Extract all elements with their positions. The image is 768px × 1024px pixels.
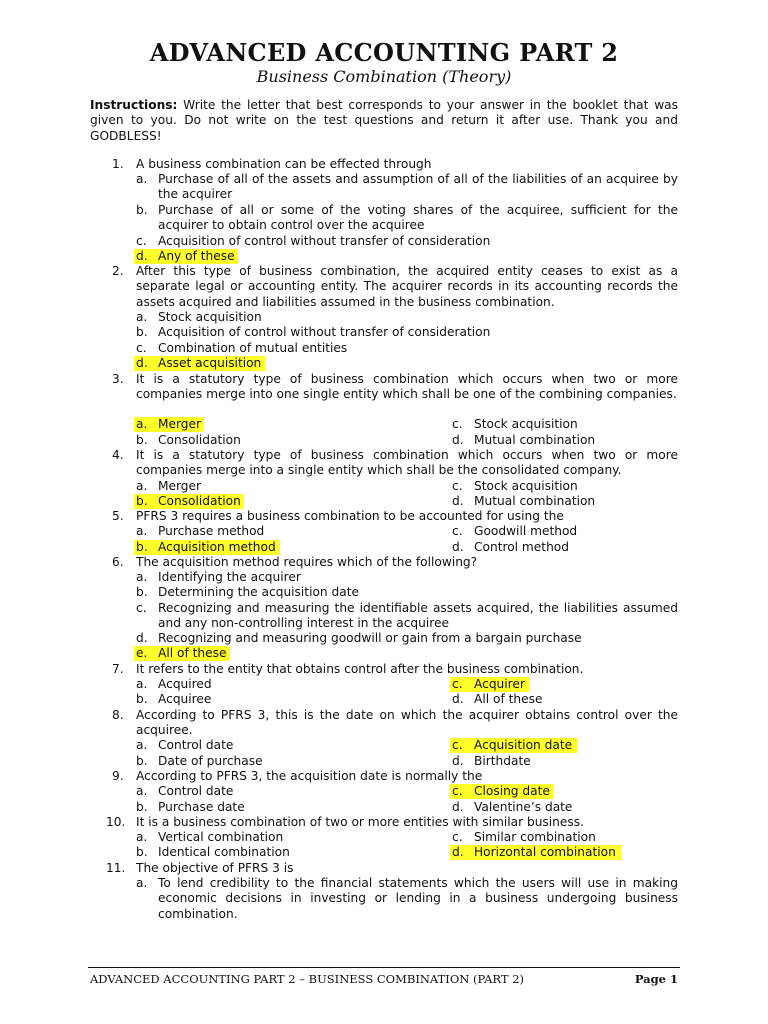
option-letter: b. (136, 540, 148, 554)
option-text-correct: Acquirer (474, 677, 525, 691)
option-text-correct: Closing date (474, 784, 550, 798)
option-text: Purchase date (158, 800, 245, 814)
option-letter: c. (452, 830, 463, 844)
option-text: Mutual combination (474, 494, 596, 508)
option-text: Mutual combination (474, 433, 596, 447)
option-text: Determining the acquisition date (158, 585, 359, 599)
option-letter: c. (452, 524, 463, 538)
option-text: Valentine’s date (474, 800, 573, 814)
option-letter: d. (452, 540, 464, 554)
option-letter: c. (452, 784, 463, 798)
option-letter: a. (136, 784, 148, 798)
option-text: To lend credibility to the financial statements which the users will use in making economic decisions in investing or lending in a business undergoing business combination. (158, 876, 678, 921)
option-text-correct: Acquisition date (474, 738, 573, 752)
option-text: Stock acquisition (474, 417, 578, 431)
question-number: 9. (112, 769, 124, 783)
option-letter: c. (452, 479, 463, 493)
instructions-paragraph (90, 98, 678, 144)
option-letter: c. (136, 341, 147, 355)
question-text: The acquisition method requires which of the following? (136, 555, 478, 569)
option-text-correct: Merger (158, 417, 202, 431)
option-text: Acquisition of control without transfer of consideration (158, 234, 491, 248)
option-letter: e. (136, 646, 148, 660)
option-letter: b. (136, 203, 148, 217)
question-number: 6. (112, 555, 124, 569)
option-letter: d. (452, 754, 464, 768)
option-letter: d. (452, 692, 464, 706)
question-number: 5. (112, 509, 124, 523)
option-letter: b. (136, 433, 148, 447)
option-text: Control date (158, 738, 234, 752)
option-letter: b. (136, 585, 148, 599)
option-letter: c. (136, 601, 147, 615)
option-text: Purchase of all of the assets and assumption of all of the liabilities of an acquiree by the acquirer (158, 172, 678, 202)
question-text: According to PFRS 3, the acquisition date is normally the (136, 769, 483, 783)
option-letter: b. (136, 692, 148, 706)
question-text: It is a business combination of two or more entities with similar business. (136, 815, 584, 829)
option-text: Consolidation (158, 433, 241, 447)
question-text: A business combination can be effected through (136, 157, 432, 171)
question-text: It is a statutory type of business combination which occurs when two or more companies merge into one single entity which shall be one of the combining companies. (136, 372, 678, 402)
instructions-text: Write the letter that best corresponds to your answer in the booklet that was given to you. Do not write on the test questions and return it after use. Thank you and GODBLESS! (90, 98, 678, 143)
option-letter: c. (452, 417, 463, 431)
option-letter: a. (136, 677, 148, 691)
option-letter: a. (136, 570, 148, 584)
option-text: Control method (474, 540, 569, 554)
option-text: Birthdate (474, 754, 531, 768)
footer-divider (88, 967, 680, 968)
option-text: Purchase of all or some of the voting shares of the acquiree, sufficient for the acquirer to obtain control over the acquiree (158, 203, 678, 233)
option-letter: d. (452, 800, 464, 814)
option-letter: b. (136, 325, 148, 339)
option-letter: b. (136, 754, 148, 768)
option-text: Acquiree (158, 692, 212, 706)
option-text-correct: All of these (158, 646, 227, 660)
option-text: Stock acquisition (158, 310, 262, 324)
option-letter: a. (136, 876, 148, 890)
option-text-correct: Horizontal combination (474, 845, 616, 859)
option-letter: c. (452, 677, 463, 691)
option-text: Similar combination (474, 830, 596, 844)
question-number: 10. (106, 815, 126, 829)
option-text: Merger (158, 479, 202, 493)
question-text: The objective of PFRS 3 is (136, 861, 294, 875)
option-text: Recognizing and measuring goodwill or gain from a bargain purchase (158, 631, 582, 645)
page-title: ADVANCED ACCOUNTING PART 2 (149, 38, 619, 67)
footer-document-title: ADVANCED ACCOUNTING PART 2 – BUSINESS COMBINATION (PART 2) (90, 972, 525, 986)
question-number: 4. (112, 448, 124, 462)
question-number: 8. (112, 708, 124, 722)
option-text: All of these (474, 692, 543, 706)
instructions-label: Instructions: (90, 98, 178, 112)
option-text: Control date (158, 784, 234, 798)
option-text: Acquisition of control without transfer of consideration (158, 325, 491, 339)
option-letter: a. (136, 310, 148, 324)
option-letter: d. (452, 494, 464, 508)
option-letter: b. (136, 800, 148, 814)
option-letter: d. (136, 356, 148, 370)
option-letter: a. (136, 172, 148, 186)
page-subtitle: Business Combination (Theory) (256, 67, 512, 86)
option-letter: c. (136, 234, 147, 248)
option-text: Purchase method (158, 524, 265, 538)
option-letter: d. (136, 631, 148, 645)
option-letter: b. (136, 845, 148, 859)
option-text: Identifying the acquirer (158, 570, 301, 584)
question-text: It is a statutory type of business combination which occurs when two or more companies merge into a single entity which shall be the consolidated company. (136, 448, 678, 478)
option-letter: b. (136, 494, 148, 508)
option-letter: c. (452, 738, 463, 752)
option-letter: a. (136, 830, 148, 844)
page-number: Page 1 (634, 972, 678, 986)
option-text: Recognizing and measuring the identifiable assets acquired, the liabilities assumed and any non-controlling interest in the acquiree (158, 601, 678, 631)
question-text: PFRS 3 requires a business combination to be accounted for using the (136, 509, 564, 523)
question-number: 1. (112, 157, 124, 171)
option-letter: a. (136, 479, 148, 493)
option-letter: a. (136, 417, 148, 431)
option-text-correct: Acquisition method (158, 540, 276, 554)
option-letter: a. (136, 738, 148, 752)
option-text-correct: Any of these (158, 249, 235, 263)
option-text: Identical combination (158, 845, 290, 859)
option-letter: d. (136, 249, 148, 263)
option-text: Acquired (158, 677, 212, 691)
question-text: It refers to the entity that obtains control after the business combination. (136, 662, 584, 676)
question-number: 2. (112, 264, 124, 278)
option-text: Combination of mutual entities (158, 341, 348, 355)
option-letter: a. (136, 524, 148, 538)
question-number: 11. (106, 861, 126, 875)
option-letter: d. (452, 433, 464, 447)
question-text: According to PFRS 3, this is the date on which the acquirer obtains control over the acquiree. (136, 708, 678, 738)
option-text-correct: Consolidation (158, 494, 241, 508)
option-text: Vertical combination (158, 830, 284, 844)
question-number: 3. (112, 372, 124, 386)
question-number: 7. (112, 662, 124, 676)
option-text: Stock acquisition (474, 479, 578, 493)
option-text-correct: Asset acquisition (158, 356, 262, 370)
option-text: Date of purchase (158, 754, 263, 768)
option-letter: d. (452, 845, 464, 859)
option-text: Goodwill method (474, 524, 578, 538)
question-text: After this type of business combination, the acquired entity ceases to exist as a separate legal or accounting entity. The acquirer records in its accounting records the assets acquired and liabilities assumed in the business combination. (136, 264, 678, 309)
